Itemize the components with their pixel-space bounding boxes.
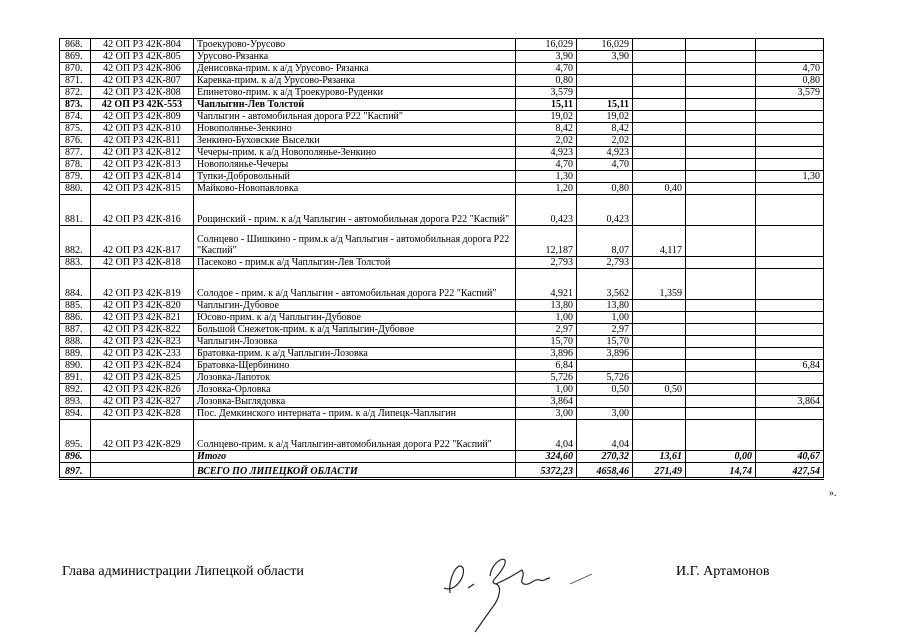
table-cell-no: 868. <box>60 39 91 51</box>
table-cell-c3 <box>633 300 686 312</box>
table-cell-c3 <box>633 336 686 348</box>
table-cell-name: Новополянье-Зенкино <box>194 123 516 135</box>
table-row <box>60 451 824 463</box>
table-cell-c5 <box>756 159 824 171</box>
table-cell-c3 <box>633 257 686 269</box>
table-cell-code: 42 ОП РЗ 42К-819 <box>91 269 194 300</box>
table-row <box>60 312 824 324</box>
table-cell-c3 <box>633 396 686 408</box>
table-cell-c2: 2,02 <box>577 135 633 147</box>
table-row <box>60 348 824 360</box>
table-cell-c2: 0,80 <box>577 183 633 195</box>
table-cell-c1: 15,11 <box>516 99 577 111</box>
table-cell-code: 42 ОП РЗ 42К-233 <box>91 348 194 360</box>
table-row <box>60 257 824 269</box>
table-cell-c3: 271,49 <box>633 463 686 479</box>
table-cell-c2: 4,04 <box>577 420 633 451</box>
table-cell-name: Лозовка-Лапоток <box>194 372 516 384</box>
table-cell-c5 <box>756 135 824 147</box>
table-cell-c2: 19,02 <box>577 111 633 123</box>
table-cell-c3 <box>633 159 686 171</box>
table-cell-code: 42 ОП РЗ 42К-817 <box>91 226 194 257</box>
table-cell-name: Урусово-Рязанка <box>194 51 516 63</box>
table-cell-name: Лозовка-Выглядовка <box>194 396 516 408</box>
table-cell-c3 <box>633 75 686 87</box>
table-cell-c5: 40,67 <box>756 451 824 463</box>
table-cell-c4: 14,74 <box>686 463 756 479</box>
table-cell-c2 <box>577 75 633 87</box>
table-cell-c2: 15,70 <box>577 336 633 348</box>
table-cell-c4 <box>686 300 756 312</box>
table-cell-no: 890. <box>60 360 91 372</box>
table-cell-c2: 0,50 <box>577 384 633 396</box>
table-cell-c4 <box>686 348 756 360</box>
roads-table <box>59 38 824 480</box>
table-cell-c1: 1,00 <box>516 384 577 396</box>
table-cell-c1: 12,187 <box>516 226 577 257</box>
table-cell-c4 <box>686 99 756 111</box>
table-cell-no: 884. <box>60 269 91 300</box>
table-cell-c5: 6,84 <box>756 360 824 372</box>
table-cell-c4 <box>686 39 756 51</box>
table-cell-c2: 4,70 <box>577 159 633 171</box>
table-cell-c5 <box>756 195 824 226</box>
table-cell-c1: 0,423 <box>516 195 577 226</box>
table-row <box>60 159 824 171</box>
table-cell-c5 <box>756 269 824 300</box>
table-cell-code: 42 ОП РЗ 42К-824 <box>91 360 194 372</box>
table-cell-c2: 0,423 <box>577 195 633 226</box>
table-row <box>60 147 824 159</box>
table-cell-c4 <box>686 257 756 269</box>
table-cell-c3: 1,359 <box>633 269 686 300</box>
table-row <box>60 183 824 195</box>
table-cell-c2: 2,793 <box>577 257 633 269</box>
table-cell-name: Братовка-Щербинино <box>194 360 516 372</box>
table-cell-name: Чаплыгин-Дубовое <box>194 300 516 312</box>
table-cell-c3 <box>633 147 686 159</box>
table-cell-no: 873. <box>60 99 91 111</box>
table-cell-c5 <box>756 312 824 324</box>
table-row <box>60 75 824 87</box>
table-cell-c2: 3,562 <box>577 269 633 300</box>
table-row <box>60 420 824 451</box>
table-cell-c1: 3,00 <box>516 408 577 420</box>
table-cell-no: 878. <box>60 159 91 171</box>
table-cell-no: 893. <box>60 396 91 408</box>
table-cell-c2: 3,90 <box>577 51 633 63</box>
table-cell-name: Солнцево-прим. к а/д Чаплыгин-автомобильная дорога Р22 "Каспий" <box>194 420 516 451</box>
table-cell-c5 <box>756 420 824 451</box>
table-cell-name: Большой Снежеток-прим. к а/д Чаплыгин-Дубовое <box>194 324 516 336</box>
table-cell-code: 42 ОП РЗ 42К-827 <box>91 396 194 408</box>
table-cell-c4 <box>686 226 756 257</box>
table-cell-c4 <box>686 195 756 226</box>
table-cell-code <box>91 463 194 479</box>
table-cell-code: 42 ОП РЗ 42К-553 <box>91 99 194 111</box>
table-cell-c1: 324,60 <box>516 451 577 463</box>
table-cell-c1: 5,726 <box>516 372 577 384</box>
table-cell-no: 887. <box>60 324 91 336</box>
table-cell-no: 869. <box>60 51 91 63</box>
table-cell-name: Зенкино-Буховские Выселки <box>194 135 516 147</box>
table-cell-no: 886. <box>60 312 91 324</box>
table-cell-c3 <box>633 408 686 420</box>
table-cell-no: 889. <box>60 348 91 360</box>
table-cell-code: 42 ОП РЗ 42К-815 <box>91 183 194 195</box>
table-cell-c1: 13,80 <box>516 300 577 312</box>
table-cell-code: 42 ОП РЗ 42К-823 <box>91 336 194 348</box>
table-cell-c2: 8,07 <box>577 226 633 257</box>
table-cell-code: 42 ОП РЗ 42К-816 <box>91 195 194 226</box>
table-cell-c3 <box>633 195 686 226</box>
table-cell-c1: 0,80 <box>516 75 577 87</box>
table-cell-c1: 3,579 <box>516 87 577 99</box>
table-cell-c1: 4,70 <box>516 159 577 171</box>
table-cell-c2: 5,726 <box>577 372 633 384</box>
table-cell-c5 <box>756 99 824 111</box>
table-cell-name: Рощинский - прим. к а/д Чаплыгин - автомобильная дорога Р22 "Каспий" <box>194 195 516 226</box>
table-row <box>60 135 824 147</box>
table-cell-c3 <box>633 39 686 51</box>
table-cell-code: 42 ОП РЗ 42К-813 <box>91 159 194 171</box>
table-cell-c3 <box>633 63 686 75</box>
table-cell-c4 <box>686 396 756 408</box>
table-cell-c2 <box>577 87 633 99</box>
table-cell-code: 42 ОП РЗ 42К-805 <box>91 51 194 63</box>
table-cell-code: 42 ОП РЗ 42К-804 <box>91 39 194 51</box>
table-cell-name: Пос. Демкинского интерната - прим. к а/д Липецк-Чаплыгин <box>194 408 516 420</box>
table-cell-name: Майково-Новопавловка <box>194 183 516 195</box>
table-cell-c4 <box>686 135 756 147</box>
table-cell-c3 <box>633 111 686 123</box>
table-cell-no: 876. <box>60 135 91 147</box>
table-cell-c5: 3,864 <box>756 396 824 408</box>
table-cell-name: Итого <box>194 451 516 463</box>
table-cell-c2: 3,896 <box>577 348 633 360</box>
table-cell-c2: 2,97 <box>577 324 633 336</box>
table-cell-c3 <box>633 372 686 384</box>
table-cell-c4 <box>686 420 756 451</box>
table-row <box>60 195 824 226</box>
table-cell-code: 42 ОП РЗ 42К-807 <box>91 75 194 87</box>
table-cell-no: 871. <box>60 75 91 87</box>
table-cell-c4 <box>686 75 756 87</box>
table-cell-code: 42 ОП РЗ 42К-818 <box>91 257 194 269</box>
table-cell-c5 <box>756 183 824 195</box>
table-cell-c3 <box>633 171 686 183</box>
table-cell-code <box>91 451 194 463</box>
table-cell-no: 881. <box>60 195 91 226</box>
table-cell-c2: 16,029 <box>577 39 633 51</box>
table-cell-no: 874. <box>60 111 91 123</box>
table-row <box>60 463 824 479</box>
table-row <box>60 39 824 51</box>
table-cell-c5: 1,30 <box>756 171 824 183</box>
table-cell-c2 <box>577 396 633 408</box>
table-cell-name: Солнцево - Шишкино - прим.к а/д Чаплыгин - автомобильная дорога Р22 "Каспий" <box>194 226 516 257</box>
table-row <box>60 87 824 99</box>
table-cell-c1: 19,02 <box>516 111 577 123</box>
table-cell-name: Епинетово-прим. к а/д Троекурово-Руденки <box>194 87 516 99</box>
table-cell-c4 <box>686 312 756 324</box>
table-cell-no: 870. <box>60 63 91 75</box>
table-cell-c5: 4,70 <box>756 63 824 75</box>
table-cell-c5 <box>756 226 824 257</box>
table-cell-c5 <box>756 123 824 135</box>
table-cell-name: Троекурово-Урусово <box>194 39 516 51</box>
table-row <box>60 171 824 183</box>
closing-quote: ». <box>829 488 837 499</box>
table-cell-c2 <box>577 360 633 372</box>
table-cell-c4 <box>686 384 756 396</box>
table-cell-code: 42 ОП РЗ 42К-826 <box>91 384 194 396</box>
table-cell-no: 880. <box>60 183 91 195</box>
table-row <box>60 269 824 300</box>
table-row <box>60 360 824 372</box>
table-cell-no: 888. <box>60 336 91 348</box>
table-row <box>60 99 824 111</box>
table-cell-name: Чаплыгин-Лозовка <box>194 336 516 348</box>
table-cell-code: 42 ОП РЗ 42К-821 <box>91 312 194 324</box>
table-cell-c5 <box>756 147 824 159</box>
table-cell-c4 <box>686 159 756 171</box>
table-cell-c3 <box>633 135 686 147</box>
table-cell-c5 <box>756 39 824 51</box>
table-row <box>60 372 824 384</box>
table-cell-no: 882. <box>60 226 91 257</box>
table-cell-c5 <box>756 348 824 360</box>
table-cell-c1: 3,896 <box>516 348 577 360</box>
table-cell-name: Денисовка-прим. к а/д Урусово- Рязанка <box>194 63 516 75</box>
table-row <box>60 396 824 408</box>
table-cell-c3 <box>633 348 686 360</box>
table-cell-no: 877. <box>60 147 91 159</box>
table-cell-c1: 2,793 <box>516 257 577 269</box>
table-cell-c1: 15,70 <box>516 336 577 348</box>
table-cell-c5 <box>756 324 824 336</box>
table-cell-c5 <box>756 300 824 312</box>
table-row <box>60 408 824 420</box>
table-cell-name: ВСЕГО ПО ЛИПЕЦКОЙ ОБЛАСТИ <box>194 463 516 479</box>
table-cell-c1: 8,42 <box>516 123 577 135</box>
table-cell-c1: 5372,23 <box>516 463 577 479</box>
table-row <box>60 51 824 63</box>
table-cell-c5 <box>756 257 824 269</box>
table-cell-c4: 0,00 <box>686 451 756 463</box>
table-cell-c4 <box>686 63 756 75</box>
table-cell-code: 42 ОП РЗ 42К-806 <box>91 63 194 75</box>
table-cell-name: Тупки-Добровольный <box>194 171 516 183</box>
table-cell-c1: 4,04 <box>516 420 577 451</box>
table-cell-c2: 4,923 <box>577 147 633 159</box>
table-cell-no: 895. <box>60 420 91 451</box>
table-cell-no: 892. <box>60 384 91 396</box>
table-cell-code: 42 ОП РЗ 42К-812 <box>91 147 194 159</box>
table-cell-c3 <box>633 324 686 336</box>
signatory-name: И.Г. Артамонов <box>676 564 770 579</box>
table-cell-no: 891. <box>60 372 91 384</box>
table-cell-c4 <box>686 87 756 99</box>
table-cell-code: 42 ОП РЗ 42К-814 <box>91 171 194 183</box>
table-cell-c2 <box>577 171 633 183</box>
signatory-title: Глава администрации Липецкой области <box>62 564 304 579</box>
table-cell-c4 <box>686 123 756 135</box>
table-cell-name: Чечеры-прим. к а/д Новополянье-Зенкино <box>194 147 516 159</box>
table-cell-c1: 16,029 <box>516 39 577 51</box>
table-row <box>60 384 824 396</box>
table-row <box>60 324 824 336</box>
table-cell-c1: 1,00 <box>516 312 577 324</box>
table-cell-c4 <box>686 147 756 159</box>
table-cell-c3 <box>633 123 686 135</box>
table-cell-name: Новополянье-Чечеры <box>194 159 516 171</box>
table-cell-c4 <box>686 360 756 372</box>
table-cell-c1: 3,90 <box>516 51 577 63</box>
table-cell-code: 42 ОП РЗ 42К-808 <box>91 87 194 99</box>
table-cell-c4 <box>686 372 756 384</box>
table-cell-c5: 427,54 <box>756 463 824 479</box>
table-cell-code: 42 ОП РЗ 42К-810 <box>91 123 194 135</box>
table-cell-code: 42 ОП РЗ 42К-825 <box>91 372 194 384</box>
table-cell-no: 897. <box>60 463 91 479</box>
table-cell-c4 <box>686 269 756 300</box>
table-cell-c2: 3,00 <box>577 408 633 420</box>
table-cell-c1: 2,97 <box>516 324 577 336</box>
table-cell-name: Солодое - прим. к а/д Чаплыгин - автомобильная дорога Р22 "Каспий" <box>194 269 516 300</box>
table-cell-c5 <box>756 336 824 348</box>
table-cell-no: 875. <box>60 123 91 135</box>
table-cell-code: 42 ОП РЗ 42К-820 <box>91 300 194 312</box>
table-cell-no: 883. <box>60 257 91 269</box>
table-cell-c4 <box>686 183 756 195</box>
table-cell-name: Юсово-прим. к а/д Чаплыгин-Дубовое <box>194 312 516 324</box>
table-cell-c2 <box>577 63 633 75</box>
table-cell-c1: 4,921 <box>516 269 577 300</box>
table-cell-no: 879. <box>60 171 91 183</box>
table-cell-name: Лозовка-Орловка <box>194 384 516 396</box>
table-cell-c3 <box>633 360 686 372</box>
table-row <box>60 336 824 348</box>
table-cell-c3 <box>633 99 686 111</box>
table-cell-c2: 270,32 <box>577 451 633 463</box>
table-cell-c2: 13,80 <box>577 300 633 312</box>
table-cell-c1: 2,02 <box>516 135 577 147</box>
table-cell-c5 <box>756 372 824 384</box>
table-row <box>60 63 824 75</box>
table-cell-c5 <box>756 408 824 420</box>
table-cell-no: 896. <box>60 451 91 463</box>
table-cell-c5 <box>756 51 824 63</box>
table-cell-c3 <box>633 51 686 63</box>
table-cell-name: Чаплыгин-Лев Толстой <box>194 99 516 111</box>
table-cell-c3 <box>633 420 686 451</box>
table-cell-c1: 1,30 <box>516 171 577 183</box>
table-cell-code: 42 ОП РЗ 42К-829 <box>91 420 194 451</box>
table-cell-c3: 4,117 <box>633 226 686 257</box>
table-cell-name: Каревка-прим. к а/д Урусово-Рязанка <box>194 75 516 87</box>
table-row <box>60 123 824 135</box>
table-row <box>60 300 824 312</box>
table-cell-c5 <box>756 384 824 396</box>
table-cell-c5: 0,80 <box>756 75 824 87</box>
table-cell-c1: 4,70 <box>516 63 577 75</box>
table-row <box>60 226 824 257</box>
table-cell-c4 <box>686 336 756 348</box>
table-cell-c4 <box>686 324 756 336</box>
table-cell-c1: 1,20 <box>516 183 577 195</box>
table-cell-name: Чаплыгин - автомобильная дорога Р22 "Каспий" <box>194 111 516 123</box>
table-cell-c4 <box>686 408 756 420</box>
table-cell-no: 894. <box>60 408 91 420</box>
table-cell-c4 <box>686 111 756 123</box>
table-cell-no: 885. <box>60 300 91 312</box>
table-cell-code: 42 ОП РЗ 42К-809 <box>91 111 194 123</box>
table-cell-c4 <box>686 51 756 63</box>
table-cell-code: 42 ОП РЗ 42К-811 <box>91 135 194 147</box>
table-cell-c3: 0,50 <box>633 384 686 396</box>
table-cell-c3: 0,40 <box>633 183 686 195</box>
table-cell-c3: 13,61 <box>633 451 686 463</box>
table-cell-c2: 8,42 <box>577 123 633 135</box>
table-cell-code: 42 ОП РЗ 42К-822 <box>91 324 194 336</box>
table-row <box>60 111 824 123</box>
table-cell-c1: 6,84 <box>516 360 577 372</box>
table-cell-name: Братовка-прим. к а/д Чаплыгин-Лозовка <box>194 348 516 360</box>
table-cell-name: Пасеково - прим.к а/д Чаплыгин-Лев Толстой <box>194 257 516 269</box>
table-cell-c5 <box>756 111 824 123</box>
table-cell-c2: 4658,46 <box>577 463 633 479</box>
table-cell-c2: 15,11 <box>577 99 633 111</box>
table-cell-c1: 3,864 <box>516 396 577 408</box>
table-cell-no: 872. <box>60 87 91 99</box>
table-cell-c1: 4,923 <box>516 147 577 159</box>
table-cell-c4 <box>686 171 756 183</box>
handwritten-signature <box>430 548 600 633</box>
table-cell-code: 42 ОП РЗ 42К-828 <box>91 408 194 420</box>
table-cell-c2: 1,00 <box>577 312 633 324</box>
table-cell-c3 <box>633 312 686 324</box>
table-cell-c5: 3,579 <box>756 87 824 99</box>
table-cell-c3 <box>633 87 686 99</box>
